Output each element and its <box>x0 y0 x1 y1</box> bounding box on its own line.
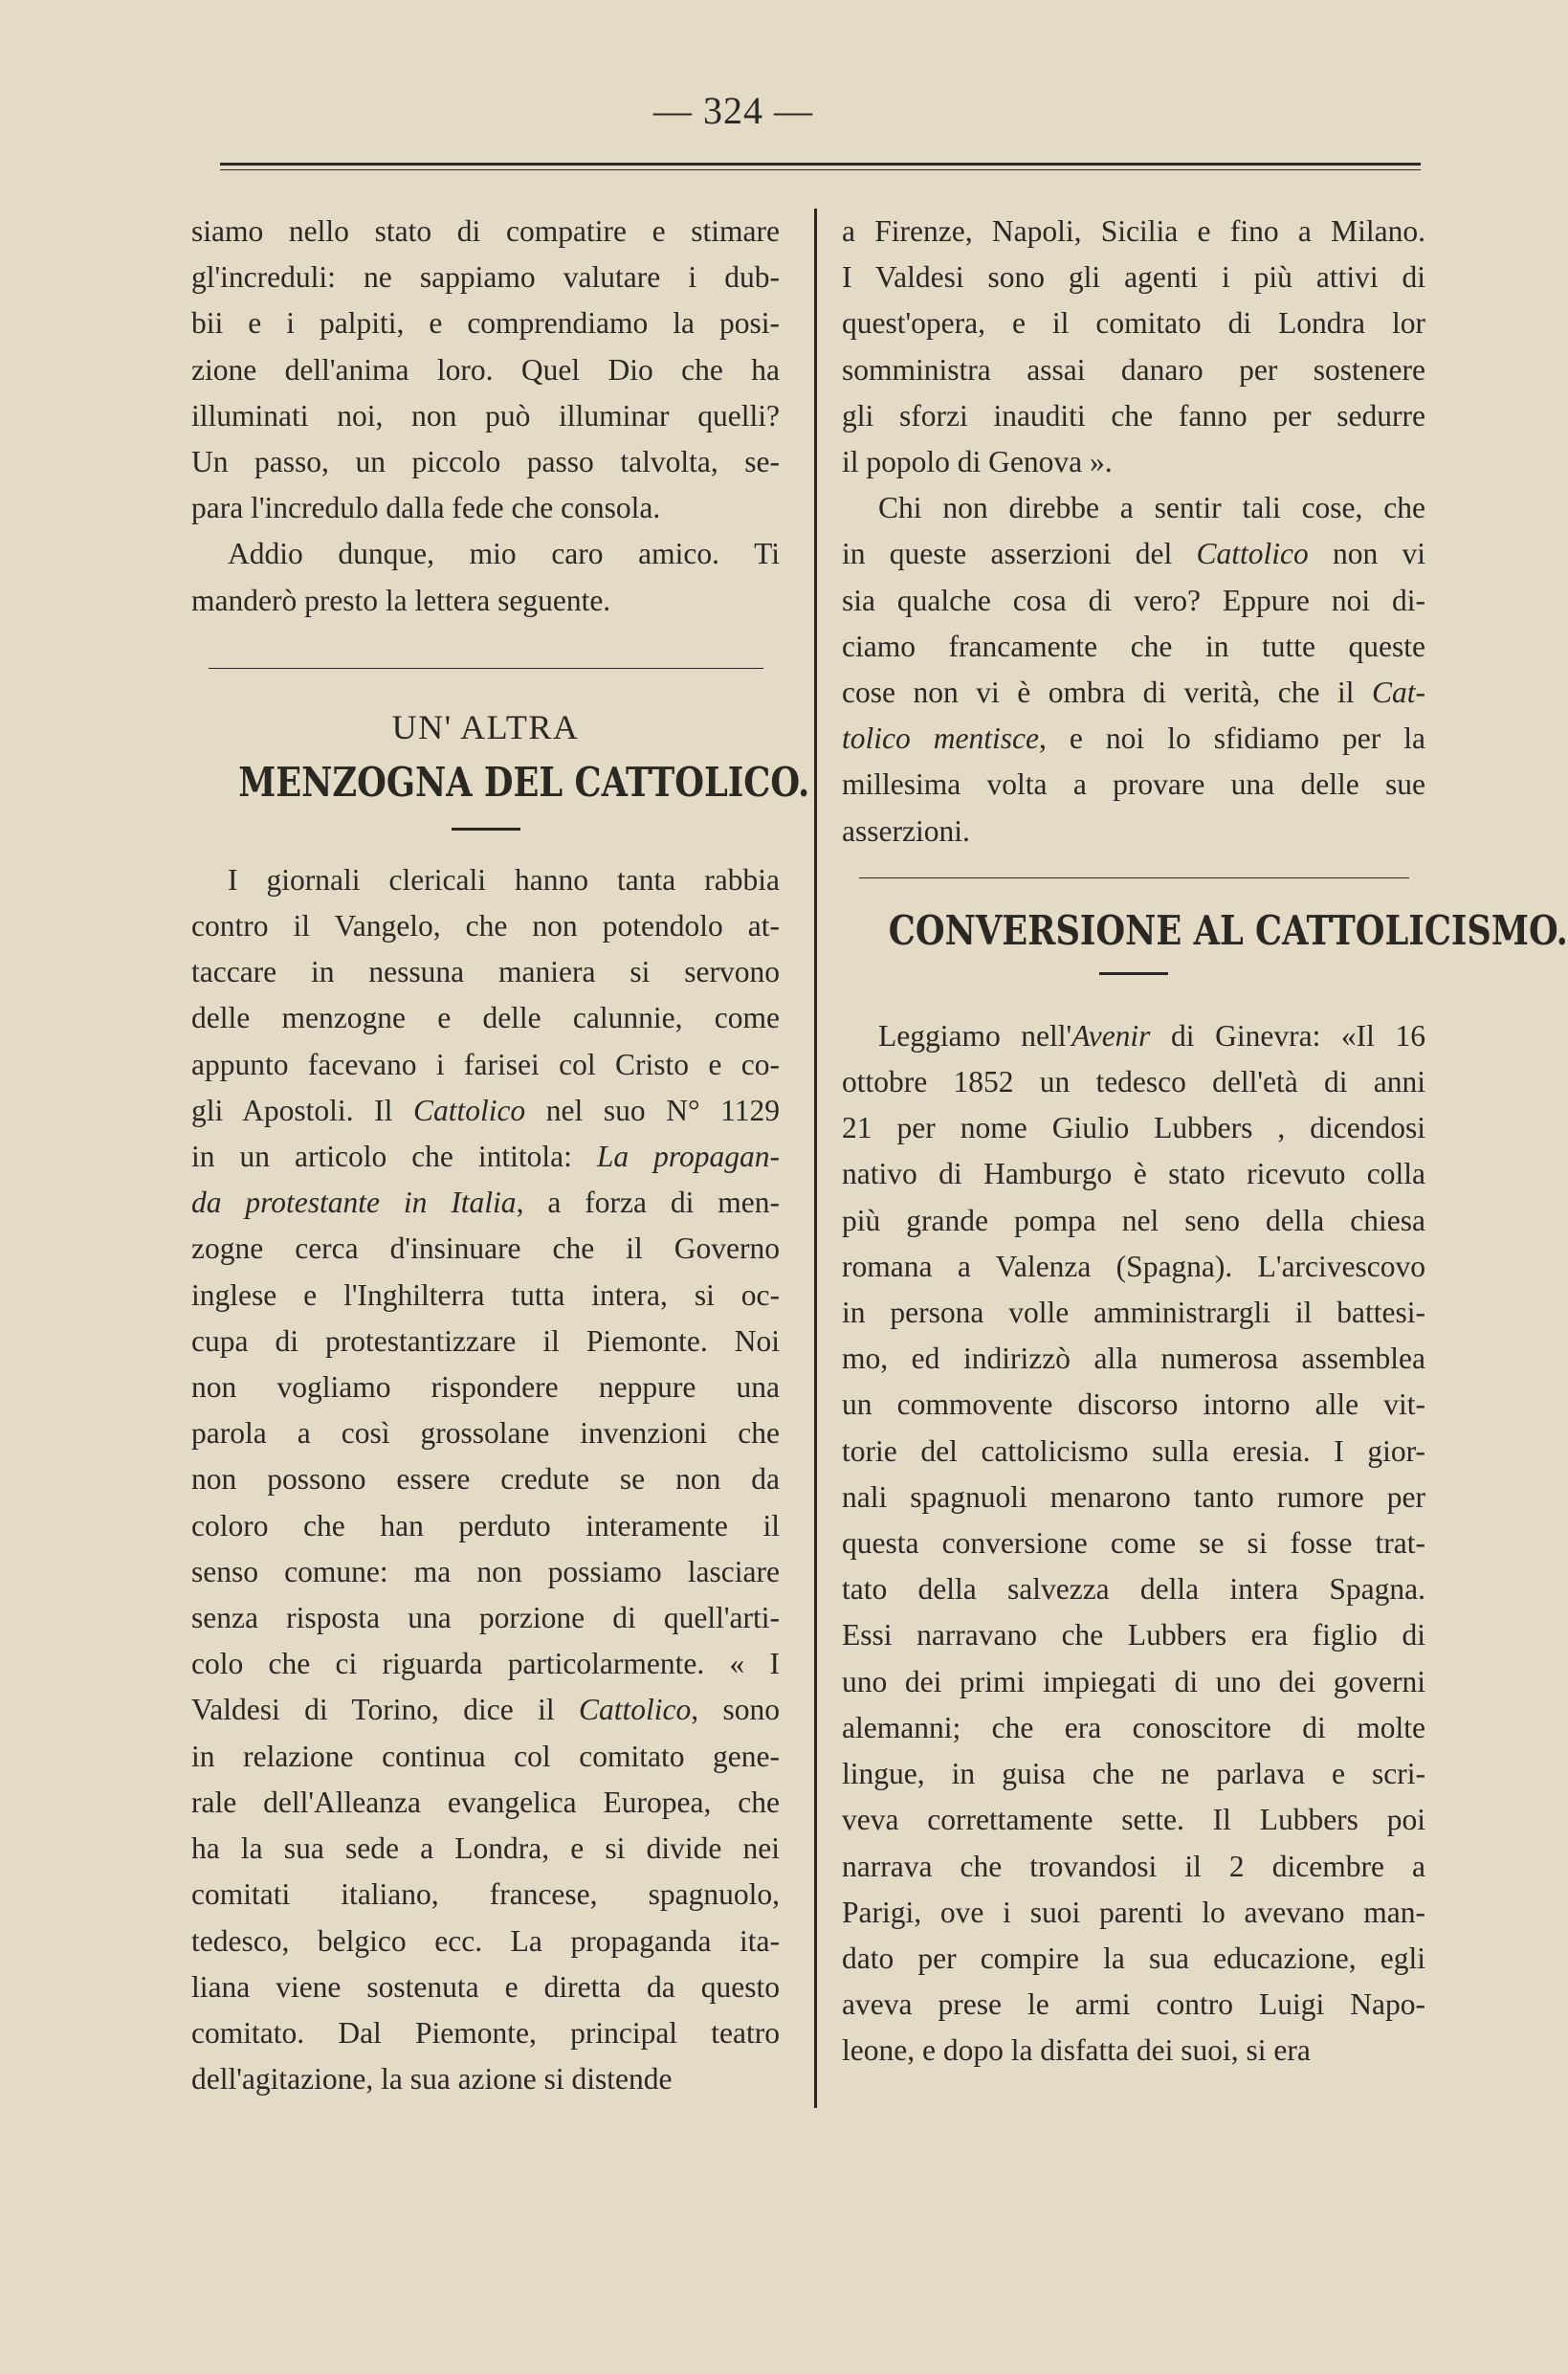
text-line: romana a Valenza (Spagna). L'arcivescovo <box>842 1249 1425 1283</box>
text-line: gl'increduli: ne sappiamo valutare i dub- <box>191 260 780 295</box>
text-line: bii e i palpiti, e comprendiamo la posi- <box>191 306 780 341</box>
reply-paragraph <box>842 485 1425 854</box>
text-line: ottobre 1852 un tedesco dell'età di anni <box>842 1065 1425 1099</box>
text-line: somministra assai danaro per sostenere <box>842 352 1425 387</box>
text-line: aveva prese le armi contro Luigi Napo- <box>842 1987 1425 2022</box>
text-line: coloro che han perduto interamente il <box>191 1508 780 1542</box>
text-line: non vogliamo rispondere neppure una <box>191 1370 780 1405</box>
text-line: dell'agitazione, la sua azione si distende <box>191 2062 673 2097</box>
text-line: liana viene sostenuta e diretta da questo <box>191 1969 780 2004</box>
text-line: comitati italiano, francese, spagnuolo, <box>191 1877 780 1912</box>
text-line: parola a così grossolane invenzioni che <box>191 1416 780 1451</box>
text-line: gli Apostoli. Il Cattolico nel suo N° 1129 <box>191 1093 780 1127</box>
text-line: veva correttamente sette. Il Lubbers poi <box>842 1803 1425 1837</box>
column-divider <box>814 209 817 2108</box>
text-line: Valdesi di Torino, dice il Cattolico, sono <box>191 1693 780 1727</box>
text-line: taccare in nessuna maniera si servono <box>191 955 780 989</box>
text-line: in queste asserzioni del Cattolico non vi <box>842 537 1425 571</box>
text-line: illuminati noi, non può illuminar quelli? <box>191 398 780 433</box>
text-line: dato per compire la sua educazione, egli <box>842 1941 1425 1975</box>
text-line: comitato. Dal Piemonte, principal teatro <box>191 2015 780 2050</box>
continuation-paragraph <box>842 209 1425 485</box>
text-line: in persona volle amministrargli il battesi- <box>842 1296 1425 1330</box>
article-heading: CONVERSIONE AL CATTOLICISMO. <box>888 906 1568 954</box>
text-line: cupa di protestantizzare il Piemonte. Noi <box>191 1323 780 1358</box>
text-line: manderò presto la lettera seguente. <box>191 583 611 617</box>
text-line: mo, ed indirizzò alla numerosa assemblea <box>842 1342 1425 1376</box>
left-column <box>191 209 810 2102</box>
text-line: nativo di Hamburgo è stato ricevuto colla <box>842 1157 1425 1191</box>
text-line: nali spagnuoli menarono tanto rumore per <box>842 1479 1425 1514</box>
article-heading-small: UN' ALTRA <box>391 707 580 746</box>
text-line: delle menzogne e delle calunnie, come <box>191 1001 780 1035</box>
text-line: a Firenze, Napoli, Sicilia e fino a Milano. <box>842 214 1425 248</box>
text-line: asserzioni. <box>842 813 970 848</box>
text-line: 21 per nome Giulio Lubbers , dicendosi <box>842 1111 1425 1145</box>
header-rule <box>220 163 1421 170</box>
text-line: I giornali clericali hanno tanta rabbia <box>228 862 780 897</box>
text-line: siamo nello stato di compatire e stimare <box>191 214 780 248</box>
right-column <box>842 209 1568 2074</box>
text-line: ciamo francamente che in tutte queste <box>842 629 1425 663</box>
article-body <box>191 857 780 2102</box>
text-line: Essi narravano che Lubbers era figlio di <box>842 1618 1425 1653</box>
text-line: contro il Vangelo, che non potendolo at- <box>191 909 780 943</box>
text-line: uno dei primi impiegati di uno dei governi <box>842 1664 1425 1698</box>
continuation-paragraph <box>191 209 780 531</box>
text-line: gli sforzi inauditi che fanno per sedurre <box>842 398 1425 433</box>
text-line: un commovente discorso intorno alle vit- <box>842 1387 1425 1422</box>
text-line: alemanni; che era conoscitore di molte <box>842 1710 1425 1744</box>
text-line: zione dell'anima loro. Quel Dio che ha <box>191 352 780 387</box>
text-line: cose non vi è ombra di verità, che il Cat- <box>842 676 1425 710</box>
text-line: Chi non direbbe a sentir tali cose, che <box>878 491 1425 525</box>
text-line: Un passo, un piccolo passo talvolta, se- <box>191 445 780 479</box>
text-line: lingue, in guisa che ne parlava e scri- <box>842 1757 1425 1791</box>
article-body <box>842 1013 1425 2074</box>
text-line: I Valdesi sono gli agenti i più attivi di <box>842 260 1425 295</box>
article-heading: MENZOGNA DEL CATTOLICO. <box>238 758 810 806</box>
text-line: rale dell'Alleanza evangelica Europea, che <box>191 1785 780 1819</box>
text-line: senza risposta una porzione di quell'arti- <box>191 1601 780 1635</box>
text-line: narrava che trovandosi il 2 dicembre a <box>842 1849 1425 1883</box>
page-number: — 324 — <box>653 89 813 132</box>
text-line: ha la sua sede a Londra, e si divide nei <box>191 1831 780 1866</box>
text-line: Leggiamo nell'Avenir di Ginevra: «Il 16 <box>878 1018 1426 1053</box>
text-line: in un articolo che intitola: La propagan- <box>191 1140 780 1174</box>
text-line: più grande pompa nel seno della chiesa <box>842 1203 1425 1237</box>
text-line: tolico mentisce, e noi lo sfidiamo per la <box>842 721 1425 756</box>
text-line: millesima volta a provare una delle sue <box>842 767 1425 802</box>
text-line: in relazione continua col comitato gene- <box>191 1739 780 1773</box>
text-line: da protestante in Italia, a forza di men- <box>191 1186 780 1220</box>
text-line: leone, e dopo la disfatta dei suoi, si era <box>842 2033 1311 2068</box>
text-line: torie del cattolicismo sulla eresia. I gior- <box>842 1433 1425 1468</box>
text-line: il popolo di Genova ». <box>842 445 1113 479</box>
text-line: senso comune: ma non possiamo lasciare <box>191 1554 780 1588</box>
text-line: inglese e l'Inghilterra tutta intera, si oc- <box>191 1277 780 1312</box>
text-line: questa conversione come se si fosse trat- <box>842 1526 1425 1561</box>
text-line: tato della salvezza della intera Spagna. <box>842 1572 1425 1607</box>
text-line: zogne cerca d'insinuare che il Governo <box>191 1231 780 1266</box>
text-line: Parigi, ove i suoi parenti lo avevano man- <box>842 1895 1425 1929</box>
text-line: para l'incredulo dalla fede che consola. <box>191 491 661 525</box>
text-line: Addio dunque, mio caro amico. Ti <box>228 537 780 571</box>
closing-paragraph <box>191 531 780 623</box>
text-line: tedesco, belgico ecc. La propaganda ita- <box>191 1923 780 1958</box>
text-line: sia qualche cosa di vero? Eppure noi di- <box>842 583 1425 617</box>
text-line: non possono essere credute se non da <box>191 1462 780 1497</box>
text-line: colo che ci riguarda particolarmente. « I <box>191 1647 780 1681</box>
text-line: appunto facevano i farisei col Cristo e co- <box>191 1047 780 1081</box>
text-line: quest'opera, e il comitato di Londra lor <box>842 306 1425 341</box>
